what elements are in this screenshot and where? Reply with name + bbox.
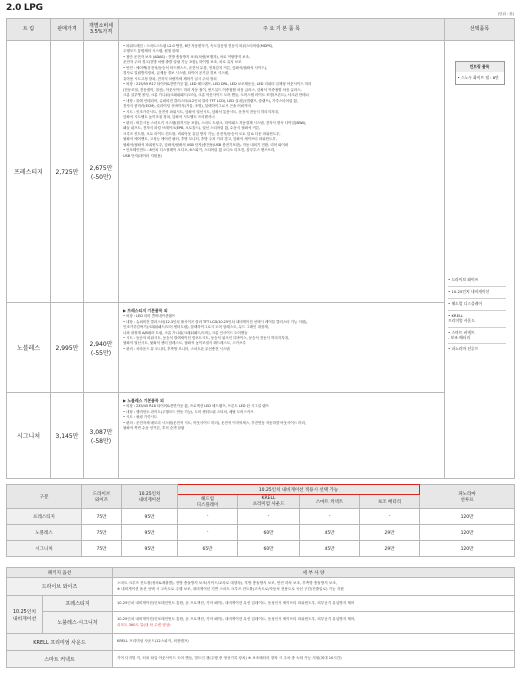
trim-indiv-price bbox=[84, 41, 119, 303]
trim-price: 3,145만 bbox=[51, 393, 84, 479]
detail-line: • 외장 : LED 리어 콤비네이션램프 bbox=[123, 314, 176, 319]
detail-line: • 편의 : 서라운드 뷰 모니터, 후측방 모니터, 스마트폰 무선충전 시스템 bbox=[123, 346, 230, 351]
table-row bbox=[7, 651, 515, 668]
detail-line: (전동조절, 전동접이, 열선), 아웃사이드 미러 자동 접이, 윈드실드 이중접합 차음 글라스, 앞좌석 이중접합 차음 글라스, bbox=[123, 87, 302, 92]
header-price: 판매가격 bbox=[51, 19, 84, 41]
pkg-name: 드라이브 와이즈 bbox=[7, 578, 113, 596]
header-options: 선택품목 bbox=[445, 19, 515, 41]
accessory-price-table bbox=[6, 484, 515, 557]
table-row bbox=[7, 541, 515, 557]
acc-cell: 75만 bbox=[82, 525, 122, 541]
trim-name: 프레스티지 bbox=[7, 41, 51, 303]
option-list-item: • 드라이브 와이즈 bbox=[448, 275, 506, 287]
detail-line: • 내장 : 블랙 인테리어, 슈퍼비전 클러스터(4.2인치 칼라 TFT LCD), LED 실내등(맵램프, 룸램프), 가죽스티어링 휠, bbox=[123, 98, 298, 103]
detail-line: 유아용 시트고정 장치, 전자식 차량자세 제어기 일시 주차 장치 bbox=[123, 76, 217, 81]
option-list-item: • KRELL 프리미엄 사운드 bbox=[448, 311, 506, 328]
trim-indiv-price bbox=[84, 303, 119, 393]
acc-header-trim: 구분 bbox=[7, 485, 82, 509]
unit-label: (단위 : 원) bbox=[497, 12, 514, 16]
pkg-desc-line: ※ 내비게이션 옵션 선택 시 고속도로 주행 보조, 내비게이션 기반 스마트 크루즈 컨트롤(고속도로/자동차 전용도로 곡선 구간/진출입로) 기능 지원 bbox=[117, 586, 344, 591]
acc-cell: 29만 bbox=[360, 541, 420, 557]
detail-line: 주행모드 통합제어 시스템, 원형 블레 bbox=[123, 49, 179, 54]
acc-header-smart: 스마트 커넥트 bbox=[300, 495, 360, 509]
trim-name: 노블레스 bbox=[7, 303, 51, 393]
acc-header-krell: KRELL 프리미엄 사운드 bbox=[238, 495, 300, 509]
indiv-price-diff: (-50만) bbox=[90, 173, 112, 181]
indiv-price-value: 3,087만 bbox=[89, 428, 113, 436]
option-list-item: • 파노라마 선루프 bbox=[448, 346, 479, 352]
table-row bbox=[7, 612, 515, 634]
table-row bbox=[7, 578, 515, 596]
acc-header-pano: 파노라마 선루프 bbox=[420, 485, 515, 509]
pkg-desc-line: 스마트 크루즈 컨트롤(정차&재출발), 전방 충돌방지 보조(사이드/교차로 대향차), 후방 충돌방지 보조, 안전 하차 보조, 후측방 충돌방지 보조, bbox=[117, 581, 337, 586]
detail-line: • 시트 : 펄렁 가죽시트 bbox=[123, 415, 158, 420]
acc-trim: 노블레스 bbox=[7, 525, 82, 541]
detail-line: • 편의 : 운전자세 메모리 시스템(운전석 시트, 아웃사이드 미러), 운전석 이지억세스, 후진연동 자동하향 아웃사이드 미러, bbox=[123, 420, 306, 425]
pkg-desc-line: 10.25인치 내비게이션(인포테인먼트 통합, 폰 프로젝션, 기아 페이), 내비게이션 무선 업데이트, 음성인식 세이프티 파워윈도우, 외부공기 유입방지 제어, bbox=[117, 617, 356, 622]
prestige-details bbox=[119, 41, 445, 303]
acc-header-hud: 헤드업 디스플레이 bbox=[178, 495, 238, 509]
pkg-desc-line: 리모트 360도 뷰(내 차 주변 영상) bbox=[117, 622, 171, 627]
detail-line: • 내장 : 슈퍼비전 클러스터(12.3인치 풀사이즈 칼라 TFT LCD/10.25인치 내비게이션 선택시 레이블 클러스터 기능 지원), bbox=[123, 319, 308, 324]
detail-line: 뒷좌석/뒷좌석 파워윈도우, 앞좌석/뒷좌석 USB 단자(충전용/USB 충전기포함), 자동 내외기 전환, 리어 와이퍼 bbox=[123, 142, 289, 147]
acc-header-drive: 드라이브 와이즈 bbox=[82, 485, 122, 509]
header-main-items: 주 요 기 본 품 목 bbox=[119, 19, 445, 41]
signature-intro: ▶ 노블레스 기본품목 외 bbox=[123, 398, 164, 403]
package-option-table bbox=[6, 567, 515, 668]
detail-line: • 편의 : 버튼시동 스마트키 시스템(원격시동 포함), 스마트 트렁크, 하이패스 자동결제 시스템, 전자식 변속 다이얼(SBW), bbox=[123, 120, 307, 125]
detail-line: • 인포테인먼트 : 8인치 디스플레이 오디오, 6스피커, 스티어링 휠 오디오 리모컨, 블루투스 핸즈프리, bbox=[123, 148, 276, 153]
trim-name: 시그니처 bbox=[7, 393, 51, 479]
acc-cell: 60만 bbox=[238, 525, 300, 541]
header-indiv-price-l2: 3.5%가격 bbox=[89, 28, 113, 35]
acc-trim: 시그니처 bbox=[7, 541, 82, 557]
pkg-name: 스마트 커넥트 bbox=[7, 651, 113, 668]
detail-line: • 첨단 운전자 보조 (ADAS) : 전방 충돌방지 보조(차량/보행자), 차로 이탈방지 보조, bbox=[123, 54, 250, 59]
detail-line: • 외장 : 215/55 R17 타이어&전면가공 휠, LED 헤드램프, LED DRL, LED 보조제동등, LED 리피터 일체형 아웃사이드 미러 bbox=[123, 82, 312, 87]
popular-option-item: • 스노우 화이트 펄 : 8만 bbox=[457, 75, 499, 80]
trim-row-noblesse bbox=[7, 303, 515, 393]
detail-line: 앞좌석 시트벨트 높이조절 장치, 앞좌석 시트벨트 프리텐셔너 bbox=[123, 115, 215, 120]
acc-cell: 120만 bbox=[420, 509, 515, 525]
pkg-nav-group: 10.25인치 내비게이션 bbox=[7, 596, 43, 634]
acc-cell: 120만 bbox=[420, 525, 515, 541]
table-row bbox=[7, 596, 515, 612]
acc-cell: 95만 bbox=[122, 509, 178, 525]
trim-price: 2,995만 bbox=[51, 303, 84, 393]
option-list-item: • 헤드업 디스플레이 bbox=[448, 299, 506, 311]
popular-option-box bbox=[455, 61, 505, 85]
acc-cell: - bbox=[360, 509, 420, 525]
detail-line: USB 단자(데이터 지원용) bbox=[123, 153, 162, 158]
detail-line: 뒷좌석 에어벤트, 고성능 에어컨 필터, 후방 모니터, 후방 주차 거리 경고, 앞좌석 세이프티 파워윈도우, bbox=[123, 137, 277, 142]
detail-line: • 외장 : 235/45 R18 타이어&전면가공 휠, 프로젝션 LED 헤드램프, 프론트 LED 턴 시그널 램프 bbox=[123, 404, 269, 409]
acc-trim: 프레스티지 bbox=[7, 509, 82, 525]
indiv-price-diff: (-58만) bbox=[90, 437, 112, 445]
pkg-name: KRELL 프리미엄 사운드 bbox=[7, 634, 113, 651]
table-row bbox=[7, 525, 515, 541]
header-indiv-price-l1: 개별소비세 bbox=[88, 23, 114, 29]
acc-cell: - bbox=[238, 509, 300, 525]
option-list-item: • 스마트 커넥트 - 보조 배터리 bbox=[448, 328, 506, 345]
pkg-header-desc: 세 부 사 양 bbox=[113, 568, 515, 578]
acc-cell: 60만 bbox=[238, 541, 300, 557]
acc-cell: 29만 bbox=[360, 525, 420, 541]
noblesse-intro: ▶ 프레스티지 기본품목 외 bbox=[123, 308, 168, 313]
pkg-desc: KRELL 프리미엄 사운드(12스피커, 외장앰프) bbox=[113, 634, 515, 651]
indiv-price-value: 2,675만 bbox=[89, 164, 113, 172]
detail-line: • 시트 : 동승석 파워시트, 동승석 릴렉세이션 컴포트시트, 동승석 워크인 디바이스, 동승석 전동식 허리지지대, bbox=[123, 336, 289, 340]
detail-line: 크루즈 컨트롤, 오토 라이트 컨트롤, 비피아웃 유입 방지 기능, 운전석/동승석 오토 업 & 다운 파워윈도우, bbox=[123, 131, 281, 136]
detail-line: 패들 쉬프트, 전자식 파킹 브레이크(EPB, 오토홀드), 열선 스티어링 휠, 수동식 뒷좌석 커튼, bbox=[123, 126, 261, 131]
detail-line: 뒷좌석 측면 수동 선커튼, 후석 승객 알림 bbox=[123, 426, 185, 430]
acc-cell: - bbox=[300, 509, 360, 525]
acc-cell: - bbox=[178, 525, 238, 541]
signature-details bbox=[119, 393, 445, 479]
option-list-item: • 10.25인치 내비게이션 bbox=[448, 287, 506, 299]
pkg-desc bbox=[113, 578, 515, 596]
header-indiv-price bbox=[84, 19, 119, 41]
detail-line: 나파 내장재 A/B필러 트림, 크롬 가니쉬(크래쉬패드/도어), 크롬 인사이드 도어핸들 bbox=[123, 330, 248, 335]
detail-line: 뒷좌석 열선시트, 뒷좌석 센터 암레스트, 뒷좌석 높이조절식 헤드레스트, 스키쓰루 bbox=[123, 341, 246, 346]
indiv-price-value: 2,940만 bbox=[89, 340, 113, 348]
noblesse-details bbox=[119, 303, 445, 393]
acc-cell: 45만 bbox=[300, 525, 360, 541]
detail-line: • 시트 : 인조가죽시트, 운전석 파워시트, 앞좌석 열선시트, 앞좌석 통풍시트, 운전석 전동식 허리지지대, bbox=[123, 109, 279, 114]
acc-cell: 95만 bbox=[122, 541, 178, 557]
header-trim: 트 림 bbox=[7, 19, 51, 41]
detail-line: 인조가죽감싸기(크래쉬패드/도어 센터트림), 블랙하이그로시 도어 암레스트, 무드 그레인 내장재, bbox=[123, 325, 269, 330]
acc-cell: 45만 bbox=[300, 541, 360, 557]
table-row bbox=[7, 509, 515, 525]
acc-cell: 95만 bbox=[122, 525, 178, 541]
detail-line: • 내장 : 앰비언트 라이트(주행모드 연동 기능), 도어 센터트림 스티치, 메탈 도어스커프 bbox=[123, 409, 254, 414]
detail-line: 전자식 룸미러(ECM), 슬라이딩 선바이저(거울, 조명), 블랙하이그로시 곤솔 어퍼커버 bbox=[123, 104, 251, 109]
pkg-header-name: 패키지 옵션 bbox=[7, 568, 113, 578]
pkg-desc: 10.25인치 내비게이션(인포테인먼트 통합, 폰 프로젝션, 기아 페이), 내비게이션 무선 업데이트, 음성인식 세이프티 파워윈도우, 외부공기 유입방지 제어 bbox=[113, 596, 515, 612]
pkg-desc: 기아 디지털 키, 터치 타입 아웃사이드 도어 핸들, 빌트인 캠(주행 중 영상기록 장치) ※ 보조배터리 장착 시 주차 중 녹화 가능 지원(최대 10시간) bbox=[113, 651, 515, 668]
acc-header-battery: 보조 배터리 bbox=[360, 495, 420, 509]
trim-row-prestige bbox=[7, 41, 515, 303]
trim-price: 2,725만 bbox=[51, 41, 84, 303]
detail-line: • 안전 : 에어백(운전석/동승석 어드밴스드, 운전석 무릎, 전복감지 커튼, 앞좌석/뒷좌석 사이드), bbox=[123, 65, 267, 70]
popular-option-title: 컨트링 품목 bbox=[456, 62, 504, 72]
trim-table-header bbox=[7, 19, 515, 41]
table-row bbox=[7, 634, 515, 651]
acc-header-nav: 10.25인치 내비게이션 bbox=[122, 485, 178, 509]
option-list bbox=[448, 275, 506, 355]
acc-header-nav-group: 10.25인치 내비게이션 적용시 선택 가능 bbox=[178, 485, 420, 495]
trim-indiv-price bbox=[84, 393, 119, 479]
acc-cell: 120만 bbox=[420, 541, 515, 557]
trim-row-signature bbox=[7, 393, 515, 479]
options-cell bbox=[445, 41, 515, 479]
detail-line: 크롬 실루엣 몰딩, 크롬 가니쉬(크래쉬패드/도어), 크롬 아웃사이드 도어 핸들, 도어스텝 라이트 조명(프론트), 샤크핀 안테나 bbox=[123, 93, 309, 98]
detail-line: 운전자 주의 경고(전방 차량 출발 알림 기능 포함), 하이빔 보조, 차로 유지 보조 bbox=[123, 60, 242, 65]
acc-cell: 75만 bbox=[82, 509, 122, 525]
page-title: 2.0 LPG bbox=[6, 3, 43, 13]
detail-line: • 파워트레인 : 스마트스트림 L2.0 엔진, 6단 자동변속기, 속도감응형 전동식 파워스티어링(MDPS), bbox=[123, 44, 273, 48]
detail-line: 경사로 밀림방지장치, 급제동 경보 시스템, 타이어 공기압 경보 시스템, bbox=[123, 71, 229, 76]
indiv-price-diff: (-55만) bbox=[90, 349, 112, 357]
acc-cell: 75만 bbox=[82, 541, 122, 557]
acc-cell: 65만 bbox=[178, 541, 238, 557]
pkg-name: 프레스티지 bbox=[43, 596, 113, 612]
pkg-desc bbox=[113, 612, 515, 634]
acc-cell: - bbox=[178, 509, 238, 525]
trim-table bbox=[6, 18, 515, 479]
pkg-name: 노블레스·시그니처 bbox=[43, 612, 113, 634]
